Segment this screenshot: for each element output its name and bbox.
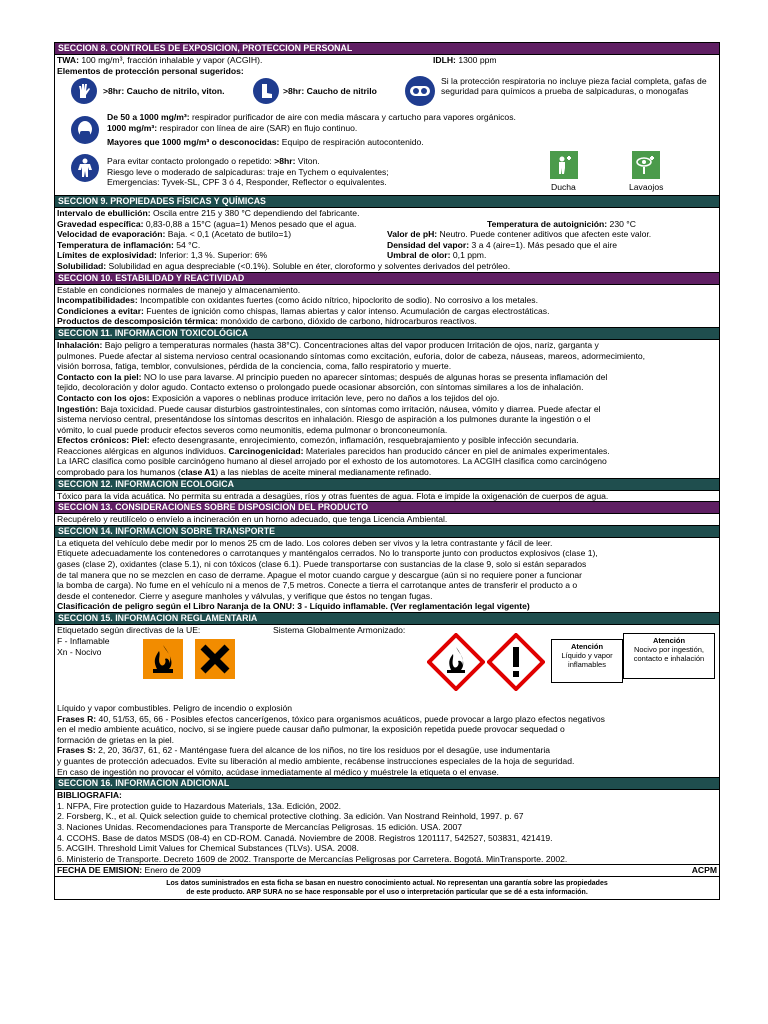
evaporation-rate: Velocidad de evaporación: Baja. < 0,1 (Acetato de butilo=1) Valor de pH: Neutro. Puede contener aditivos que afecten este valor. <box>57 229 652 240</box>
specific-gravity: Gravedad específica: 0,83-0,88 a 15°C (agua=1) Menos pesado que el agua. Temperatura de autoignición: 230 °C <box>57 218 636 229</box>
respirator-row <box>57 112 717 156</box>
goggles-text: Si la protección respiratoria no incluye pieza facial completa, gafas de seguridad para químicos a prueba de salpicaduras, o monogafas <box>441 76 707 97</box>
section-16-header: SECCION 16. INFORMACION ADICIONAL <box>55 778 719 790</box>
product-code: ACPM <box>691 865 717 876</box>
gloves-text: >8hr: Caucho de nitrilo, viton. <box>103 86 225 97</box>
ref-5: 5. ACGIH. Threshold Limit Values for Chemical Substances (TLVs). USA. 2008. <box>57 843 359 854</box>
section-8-body <box>55 55 719 196</box>
twa-line: TWA: 100 mg/m³, fracción inhalable y vapor (ACGIH). IDLH: 1300 ppm <box>57 55 497 65</box>
section-9-body <box>55 208 719 273</box>
msds-sheet <box>54 42 720 900</box>
section-15-body: Etiquetado según directivas de la UE: Sistema Globalmente Armonizado: F - Inflamable Xn - Nocivo Atención Líquido y vapor inflamables Atención Nocivo por ingestión, contacto e inhalación Líquido y vapor combustibles. Peligro de incendio o explosión Frases R: 40, 51/53, 65, 66 - Posibles efectos cancerígenos, tóxico para organismos acuáticos, puede provocar a largo plazo efectos negativos en el medio ambiente acuático, nocivo, si se ingiere puede causar daño pulmonar, la exposición repetida puede provocar sequedad o formación de grietas en la piel. Frases S: 2, 20, 36/37, 61, 62 - Manténgase fuera del alcance de los niños, no tire los residuos por el desagüe, use indumentaria y guantes de protección adecuados. Evite su liberación al medio ambiente, recábense instrucciones especiales de la hoja de seguridad. En caso de ingestión no provocar el vómito, acúdase inmediatamente al médico y muéstrele la etiqueta o el envase. <box>55 625 719 778</box>
ref-1: 1. NFPA, Fire protection guide to Hazardous Materials, 13a. Edición, 2002. <box>57 800 342 811</box>
gloves-icon <box>71 78 97 104</box>
respirator-icon <box>71 116 99 144</box>
section-12-body: Tóxico para la vida acuática. No permita su entrada a desagües, ríos y otras fuentes de agua. Flota e impide la oxigenación de cuerpos de agua. <box>55 491 719 503</box>
suit-line-1: Para evitar contacto prolongado o repetido: >8hr: Viton. <box>107 156 320 167</box>
labels-row: Etiquetado según directivas de la UE: Sistema Globalmente Armonizado: F - Inflamable Xn - Nocivo Atención Líquido y vapor inflamables Atención Nocivo por ingestión, contacto e inhalación <box>57 625 717 703</box>
section-12-header: SECCION 12. INFORMACION ECOLOGICA <box>55 479 719 491</box>
section-11-body: Inhalación: Bajo peligro a temperaturas normales (hasta 38°C). Concentraciones altas del vapor producen Irritación de ojos, nariz, garganta y pulmones. Puede afectar al sistema nervioso central ocasionando síntomas como excitación, euforia, dolor de cabeza, náuseas, mareos, adormecimiento, visión borrosa, fatiga, temblor, convulsiones, pérdida de la conciencia, coma, fallo respiratorio y muerte. Contacto con la piel: NO lo use para lavarse. Al principio pueden no aparecer síntomas; después de algunas horas se presenta inflamación del tejido, decoloración y dolor agudo. Contacto extenso o prolongado puede ocasionar absorción, con síntomas similares a los de inhalación. Contacto con los ojos: Exposición a vapores o neblinas produce irritación leve, pero no daños a los tejidos del ojo. Ingestión: Baja toxicidad. Puede causar disturbios gastrointestinales, con síntomas como irritación, náusea, vómito y diarrea. Puede afectar el sistema nervioso central, presentándose los síntomas descritos en inhalación. Riesgo de aspiración a los pulmones durante la ingestión o el vómito, lo cual puede producir efectos severos como neumonitis, edema pulmonar o bronconeumonía. Efectos crónicos: Piel: efecto desengrasante, enrojecimiento, comezón, inflamación, resquebrajamiento y posible infección secundaria. Reacciones alérgicas en algunos individuos. Carcinogenicidad: Materiales parecidos han producido cáncer en piel de animales experimentales. La IARC clasifica como posible carcinógeno humano al diesel arrojado por el exhosto de los automotores. La ACGIH clasifica como carcinógeno comprobado para los humanos (clase A1) a las nieblas de aceite mineral medianamente refinado. <box>55 340 719 479</box>
ref-2: 2. Forsberg, K., et al. Quick selection guide to chemical protective clothing. 3a edición. Van Nostrand Reinhold, 1997. p. 67 <box>57 811 524 822</box>
eyewash-icon <box>632 151 660 179</box>
section-13-header: SECCION 13. CONSIDERACIONES SOBRE DISPOSICION DEL PRODUCTO <box>55 502 719 514</box>
explosive-limits: Límites de explosividad: Inferior: 1,3 %. Superior: 6% Umbral de olor: 0,1 ppm. <box>57 250 487 261</box>
resp-line-3: Mayores que 1000 mg/m³ o desconocidas: Equipo de respiración autocontenido. <box>107 137 424 148</box>
ref-4: 4. CCOHS. Base de datos MSDS (08-4) en CD-ROM. Canadá. Noviembre de 2008. Registros 1201117, 542527, 503831, 421419. <box>57 832 553 843</box>
epp-heading: Elementos de protección personal sugeridos: <box>57 65 244 76</box>
section-16-body: BIBLIOGRAFIA: 1. NFPA, Fire protection guide to Hazardous Materials, 13a. Edición, 2002. 2. Forsberg, K., et al. Quick selection guide to chemical protective clothing. 3a edición. Van Nostrand Reinhold, 1997. p. 67 3. Naciones Unidas. Recomendaciones para Transporte de Mercancías Peligrosas. 15 edición. USA. 2007 4. CCOHS. Base de datos MSDS (08-4) en CD-ROM. Canadá. Noviembre de 2008. Registros 1201117, 542527, 503831, 421419. 5. ACGIH. Threshold Limit Values for Chemical Substances (TLVs). USA. 2008. 6. Ministerio de Transporte. Decreto 1609 de 2002. Transporte de Mercancías Peligrosas por Carretera. Bogotá. MinTransporte. 2002. <box>55 790 719 865</box>
warning-box-harmful: Atención Nocivo por ingestión, contacto e inhalación <box>623 633 715 679</box>
flammable-eu-icon <box>143 639 183 679</box>
ghs-flame-icon <box>427 633 485 691</box>
section-14-body: La etiqueta del vehículo debe medir por lo menos 25 cm de lado. Los colores deben ser vivos y la letra contrastante y fácil de leer. Etiquete adecuadamente los contenedores o carrotanques y manténgalos cerrados. No lo transporte junto con productos explosivos (clase 1), gases (clase 2), oxidantes (clase 5.1), ni con tóxicos (clase 6.1). Puede transportarse con sustancias de la clase 9, solo si están separados de tal manera que no se mezclen en caso de derrame. Apague el motor cuando cargue y descargue (aún si no requiere poner a funcionar la bomba de carga). No fume en el vehículo ni a menos de 7,5 metros. Conecte a tierra el carrotanque antes de transferir el producto a o desde el contenedor. Cierre y asegure manholes y válvulas, y verifique que éstos no tengan fugas. Clasificación de peligro según el Libro Naranja de la ONU: 3 - Líquido inflamable. (Ver reglamentación legal vigente) <box>55 538 719 613</box>
eyewash-label: Lavaojos <box>629 182 664 192</box>
ghs-exclamation-icon <box>487 633 545 691</box>
section-10-body: Estable en condiciones normales de manejo y almacenamiento. Incompatibilidades: Incompatible con oxidantes fuertes (como ácido nítrico, hipoclorito de sodio). No corrosivo a los metales. Condiciones a evitar: Fuentes de ignición como chispas, llamas abiertas y calor intenso. Acumulación de cargas electrostáticas. Productos de descomposición térmica: monóxido de carbono, dióxido de carbono, hidrocarburos reactivos. <box>55 285 719 328</box>
section-10-header: SECCION 10. ESTABILIDAD Y REACTIVIDAD <box>55 273 719 285</box>
issue-date-row: FECHA DE EMISION: Enero de 2009 ACPM <box>57 865 717 876</box>
section-15-header: SECCION 15. INFORMACION REGLAMENTARIA <box>55 613 719 625</box>
warning-box-flammable: Atención Líquido y vapor inflamables <box>551 639 623 683</box>
harmful-eu-icon <box>195 639 235 679</box>
disclaimer: Los datos suministrados en esta ficha se basan en nuestro conocimiento actual. No representan una garantía sobre las propiedades de este producto. ARP SURA no se hace responsable por el uso o interpretación particular que se dé a esta información. <box>166 879 608 896</box>
section-9-header: SECCION 9. PROPIEDADES FÍSICAS Y QUÍMICAS <box>55 196 719 208</box>
idlh: IDLH: 1300 ppm <box>433 55 497 65</box>
suit-line-3: Emergencias: Tyvek-SL, CPF 3 ó 4, Responder, Reflector o equivalentes. <box>107 177 387 188</box>
boots-icon <box>253 78 279 104</box>
section-13-body: Recupérelo y reutilícelo o envíelo a incineración en un horno adecuado, que tenga Licencia Ambiental. <box>55 514 719 526</box>
flash-point: Temperatura de inflamación: 54 °C. Densidad del vapor: 3 a 4 (aire=1). Más pesado que el aire <box>57 239 617 250</box>
section-11-header: SECCION 11. INFORMACION TOXICOLÓGICA <box>55 328 719 340</box>
section-14-header: SECCION 14. INFORMACION SOBRE TRANSPORTE <box>55 526 719 538</box>
ppe-row <box>57 76 717 112</box>
goggles-icon <box>405 76 435 106</box>
ref-3: 3. Naciones Unidas. Recomendaciones para Transporte de Mercancías Peligrosas. 15 edición. USA. 2007 <box>57 821 463 832</box>
boiling-range: Intervalo de ebullición: Oscila entre 215 y 380 °C dependiendo del fabricante. <box>57 208 360 218</box>
boots-text: >8hr: Caucho de nitrilo <box>283 86 377 97</box>
suit-row <box>57 156 717 190</box>
section-8-header: SECCION 8. CONTROLES DE EXPOSICION, PROTECCION PERSONAL <box>55 43 719 55</box>
solubility: Solubilidad: Solubilidad en agua despreciable (<0.1%). Soluble en éter, cloroformo y solventes derivados del petróleo. <box>57 260 511 271</box>
shower-label: Ducha <box>551 182 576 192</box>
protective-suit-icon <box>71 154 99 182</box>
shower-icon <box>550 151 578 179</box>
suit-line-2: Riesgo leve o moderado de salpicaduras: traje en Tychem o equivalentes; <box>107 167 389 178</box>
resp-line-1: De 50 a 1000 mg/m³: respirador purificador de aire con media máscara y cartucho para vapores orgánicos. <box>107 112 516 123</box>
ref-6: 6. Ministerio de Transporte. Decreto 1609 de 2002. Transporte de Mercancías Peligrosas por Carretera. Bogotá. MinTransporte. 2002. <box>57 853 568 864</box>
resp-line-2: 1000 mg/m³: respirador con línea de aire (SAR) en flujo continuo. <box>107 123 358 134</box>
